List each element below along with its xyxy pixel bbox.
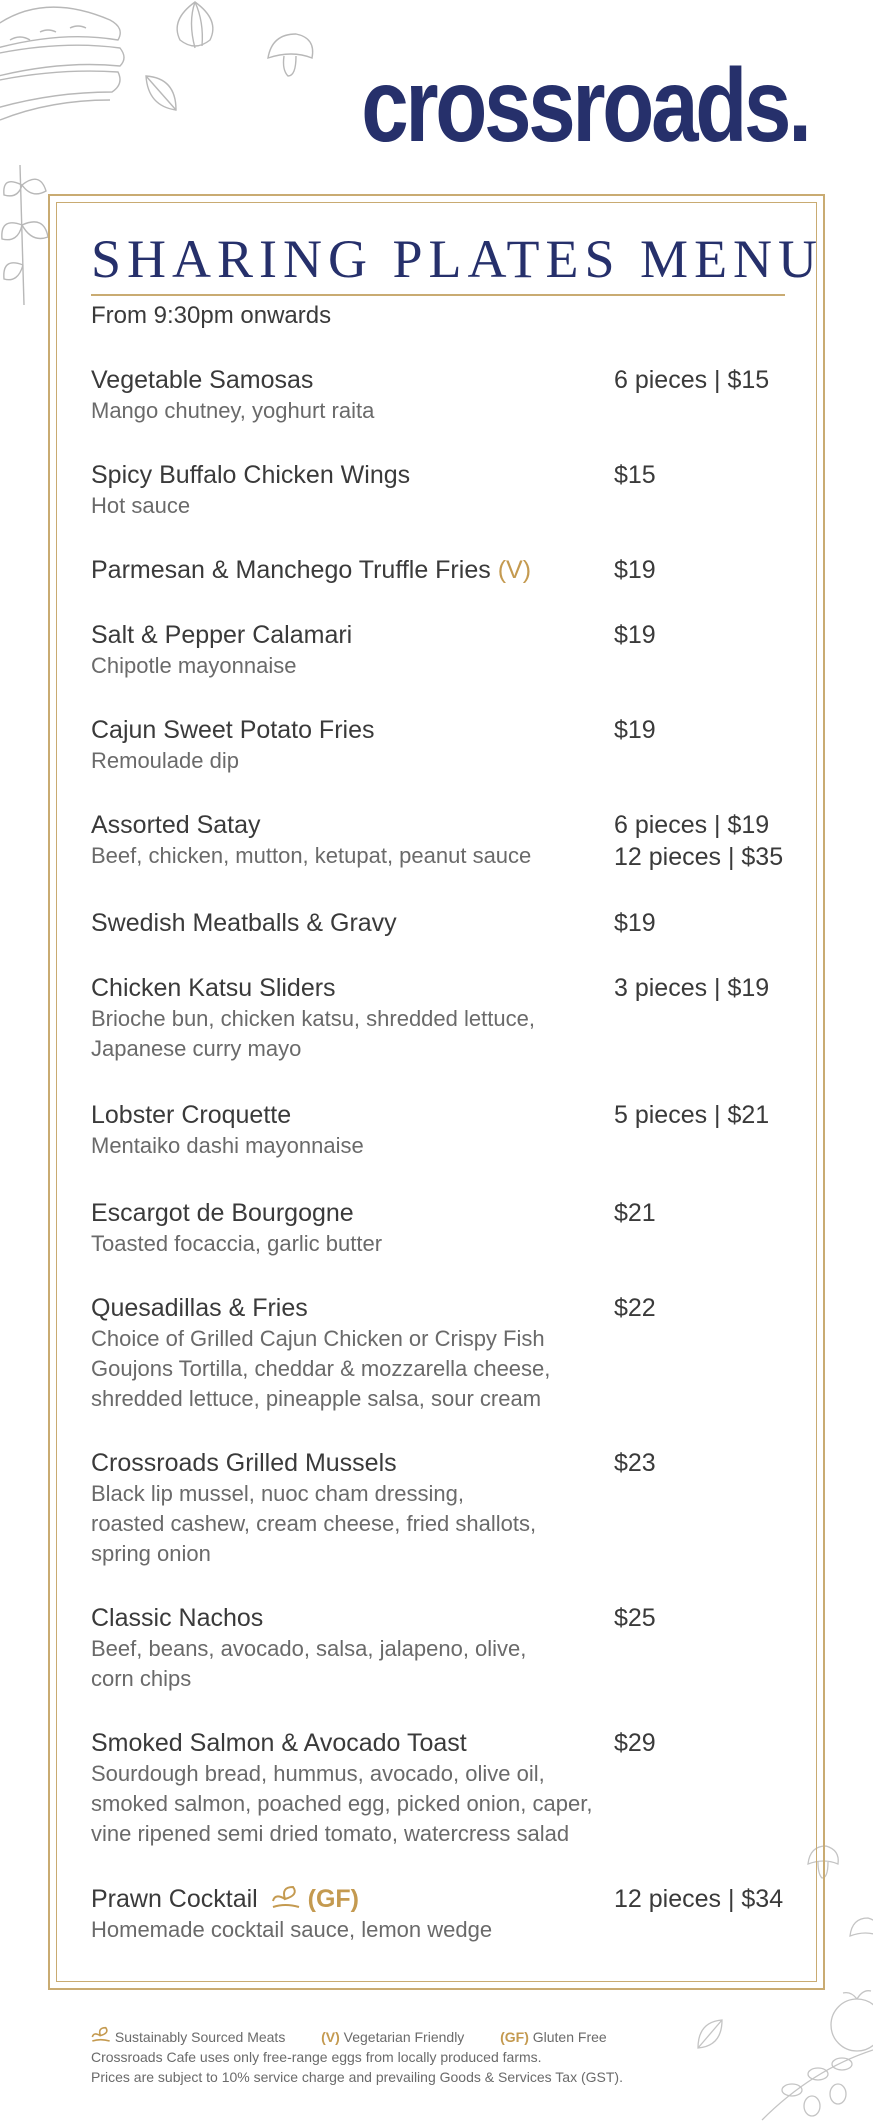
item-price: 6 pieces | $19 bbox=[614, 811, 770, 839]
item-description: Brioche bun, chicken katsu, shredded lettuce, bbox=[91, 1006, 535, 1031]
item-name: Smoked Salmon & Avocado Toast bbox=[91, 1729, 467, 1757]
item-price-large: 12 pieces | $35 bbox=[614, 843, 784, 871]
item-description-line2: roasted cashew, cream cheese, fried shallots, bbox=[91, 1511, 537, 1536]
menu-item bbox=[91, 1292, 791, 1414]
legend-row bbox=[91, 2026, 623, 2047]
item-price: $19 bbox=[614, 716, 656, 744]
item-price: 6 pieces | $15 bbox=[614, 366, 770, 394]
item-name: Escargot de Bourgogne bbox=[91, 1199, 354, 1227]
item-name: Chicken Katsu Sliders bbox=[91, 974, 336, 1002]
brand-logo: crossroads. bbox=[361, 48, 809, 164]
item-description-line2: smoked salmon, poached egg, picked onion, caper, bbox=[91, 1791, 593, 1816]
mushroom-sketch-decoration bbox=[262, 28, 318, 80]
olive-branch-sketch-decoration bbox=[752, 2030, 873, 2121]
item-name: Crossroads Grilled Mussels bbox=[91, 1449, 397, 1477]
item-description: Mentaiko dashi mayonnaise bbox=[91, 1133, 364, 1158]
item-description: Remoulade dip bbox=[91, 748, 239, 773]
item-price: $19 bbox=[614, 621, 656, 649]
menu-item bbox=[91, 1602, 791, 1694]
menu-item bbox=[91, 972, 791, 1064]
pricing-note: Prices are subject to 10% service charge and prevailing Goods & Services Tax (GST). bbox=[91, 2069, 623, 2085]
sustainable-leaf-icon bbox=[271, 1885, 301, 1911]
item-name-row bbox=[91, 554, 791, 586]
leaf-sketch-decoration-footer bbox=[694, 2016, 726, 2052]
item-price: $15 bbox=[614, 461, 656, 489]
leaf-sketch-decoration bbox=[142, 72, 182, 116]
item-name: Spicy Buffalo Chicken Wings bbox=[91, 461, 411, 489]
item-price: 12 pieces | $34 bbox=[614, 1885, 784, 1913]
item-description-line3: shredded lettuce, pineapple salsa, sour cream bbox=[91, 1386, 542, 1411]
legend-gluten-free-tag: (GF) bbox=[500, 2029, 529, 2045]
item-description: Beef, chicken, mutton, ketupat, peanut sauce bbox=[91, 843, 532, 868]
item-name: Classic Nachos bbox=[91, 1604, 264, 1632]
menu-item bbox=[91, 619, 791, 681]
item-name: Vegetable Samosas bbox=[91, 366, 314, 394]
item-name: Prawn Cocktail bbox=[91, 1885, 258, 1913]
item-name: Cajun Sweet Potato Fries bbox=[91, 716, 375, 744]
legend-vegetarian-tag: (V) bbox=[321, 2029, 340, 2045]
menu-subtitle: From 9:30pm onwards bbox=[91, 302, 332, 329]
item-description-line2: Japanese curry mayo bbox=[91, 1036, 302, 1061]
menu-item bbox=[91, 1727, 791, 1849]
item-name: Assorted Satay bbox=[91, 811, 261, 839]
item-description: Choice of Grilled Cajun Chicken or Crispy Fish bbox=[91, 1326, 545, 1351]
item-name: Swedish Meatballs & Gravy bbox=[91, 909, 397, 937]
footer-notes bbox=[91, 2026, 623, 2087]
item-name: Salt & Pepper Calamari bbox=[91, 621, 353, 649]
item-price: $21 bbox=[614, 1199, 656, 1227]
item-price: $29 bbox=[614, 1729, 656, 1757]
menu-item bbox=[91, 1197, 791, 1259]
menu-item bbox=[91, 1447, 791, 1569]
item-description: Beef, beans, avocado, salsa, jalapeno, olive, bbox=[91, 1636, 527, 1661]
item-price: 3 pieces | $19 bbox=[614, 974, 770, 1002]
menu-item bbox=[91, 554, 791, 586]
menu-item bbox=[91, 809, 791, 871]
menu-item bbox=[91, 714, 791, 776]
item-description: Black lip mussel, nuoc cham dressing, bbox=[91, 1481, 464, 1506]
item-description-line3: spring onion bbox=[91, 1541, 211, 1566]
mushroom-sketch-decoration-edge bbox=[846, 1914, 873, 1954]
item-price: $19 bbox=[614, 556, 656, 584]
menu-item bbox=[91, 459, 791, 521]
menu-title: SHARING PLATES MENU bbox=[91, 229, 824, 289]
legend-gluten-free-label: Gluten Free bbox=[532, 2029, 607, 2045]
item-name: Lobster Croquette bbox=[91, 1101, 292, 1129]
herb-sketch-decoration bbox=[0, 165, 52, 305]
gluten-free-tag: (GF) bbox=[307, 1885, 360, 1913]
menu-item bbox=[91, 1099, 791, 1161]
sustainable-leaf-icon bbox=[91, 2026, 111, 2044]
item-description: Mango chutney, yoghurt raita bbox=[91, 398, 375, 423]
menu-item bbox=[91, 364, 791, 426]
eggs-note: Crossroads Cafe uses only free-range eggs from locally produced farms. bbox=[91, 2049, 542, 2065]
item-description: Homemade cocktail sauce, lemon wedge bbox=[91, 1917, 493, 1942]
item-description: Chipotle mayonnaise bbox=[91, 653, 297, 678]
menu-item bbox=[91, 1883, 791, 1945]
item-description-line2: Goujons Tortilla, cheddar & mozzarella cheese, bbox=[91, 1356, 551, 1381]
item-name: Parmesan & Manchego Truffle Fries bbox=[91, 556, 491, 584]
burger-sketch-decoration bbox=[0, 0, 130, 140]
item-description: Sourdough bread, hummus, avocado, olive oil, bbox=[91, 1761, 545, 1786]
item-description: Hot sauce bbox=[91, 493, 191, 518]
onion-sketch-decoration bbox=[160, 0, 230, 55]
item-description-line2: corn chips bbox=[91, 1666, 192, 1691]
menu-item bbox=[91, 907, 791, 939]
item-price: $23 bbox=[614, 1449, 656, 1477]
item-name: Quesadillas & Fries bbox=[91, 1294, 308, 1322]
legend-vegetarian-label: Vegetarian Friendly bbox=[343, 2029, 465, 2045]
item-price: $22 bbox=[614, 1294, 656, 1322]
title-divider bbox=[91, 294, 785, 296]
item-description-line3: vine ripened semi dried tomato, watercress salad bbox=[91, 1821, 570, 1846]
item-description: Toasted focaccia, garlic butter bbox=[91, 1231, 383, 1256]
item-price: $19 bbox=[614, 909, 656, 937]
vegetarian-tag: (V) bbox=[497, 556, 532, 584]
item-price: $25 bbox=[614, 1604, 656, 1632]
item-price: 5 pieces | $21 bbox=[614, 1101, 770, 1129]
legend-sustainable-label: Sustainably Sourced Meats bbox=[114, 2029, 286, 2045]
